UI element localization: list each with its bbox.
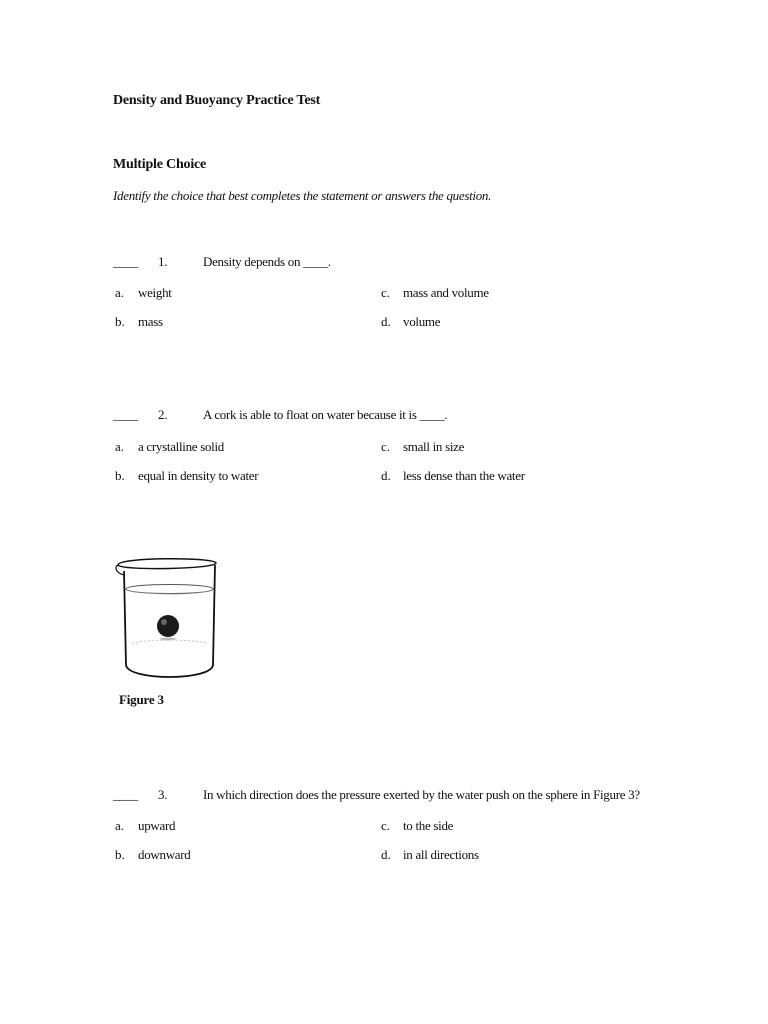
question-text: A cork is able to float on water because it is ____. bbox=[203, 407, 448, 422]
question-number: 2. bbox=[158, 407, 168, 422]
option-text[interactable]: equal in density to water bbox=[138, 468, 259, 483]
answer-blank[interactable]: ____ bbox=[113, 787, 138, 802]
option-text[interactable]: less dense than the water bbox=[403, 468, 525, 483]
option-letter: a. bbox=[115, 818, 125, 833]
answer-blank[interactable]: ____ bbox=[113, 407, 138, 422]
document-title: Density and Buoyancy Practice Test bbox=[113, 93, 321, 108]
option-letter: b. bbox=[115, 468, 125, 483]
option-letter: d. bbox=[381, 468, 391, 483]
answer-blank[interactable]: ____ bbox=[113, 254, 138, 269]
question-text: Density depends on ____. bbox=[203, 254, 331, 269]
option-text[interactable]: in all directions bbox=[403, 847, 479, 862]
option-text[interactable]: volume bbox=[403, 314, 441, 329]
option-letter: a. bbox=[115, 439, 125, 454]
option-text[interactable]: weight bbox=[138, 285, 172, 300]
beaker-figure bbox=[114, 555, 220, 683]
option-letter: c. bbox=[381, 439, 391, 454]
section-heading: Multiple Choice bbox=[113, 157, 207, 172]
figure-label: Figure 3 bbox=[119, 692, 164, 707]
option-text[interactable]: mass bbox=[138, 314, 163, 329]
option-letter: c. bbox=[381, 285, 391, 300]
option-text[interactable]: downward bbox=[138, 847, 191, 862]
instructions-text: Identify the choice that best completes the statement or answers the question. bbox=[113, 188, 492, 203]
option-text[interactable]: to the side bbox=[403, 818, 454, 833]
sphere bbox=[157, 615, 179, 637]
option-text[interactable]: a crystalline solid bbox=[138, 439, 224, 454]
option-letter: c. bbox=[381, 818, 391, 833]
option-text[interactable]: small in size bbox=[403, 439, 465, 454]
option-letter: b. bbox=[115, 314, 125, 329]
question-number: 1. bbox=[158, 254, 168, 269]
question-number: 3. bbox=[158, 787, 168, 802]
option-letter: d. bbox=[381, 314, 391, 329]
question-text: In which direction does the pressure exerted by the water push on the sphere in Figure 3? bbox=[203, 787, 640, 802]
option-text[interactable]: mass and volume bbox=[403, 285, 489, 300]
option-letter: a. bbox=[115, 285, 125, 300]
option-text[interactable]: upward bbox=[138, 818, 176, 833]
option-letter: d. bbox=[381, 847, 391, 862]
option-letter: b. bbox=[115, 847, 125, 862]
